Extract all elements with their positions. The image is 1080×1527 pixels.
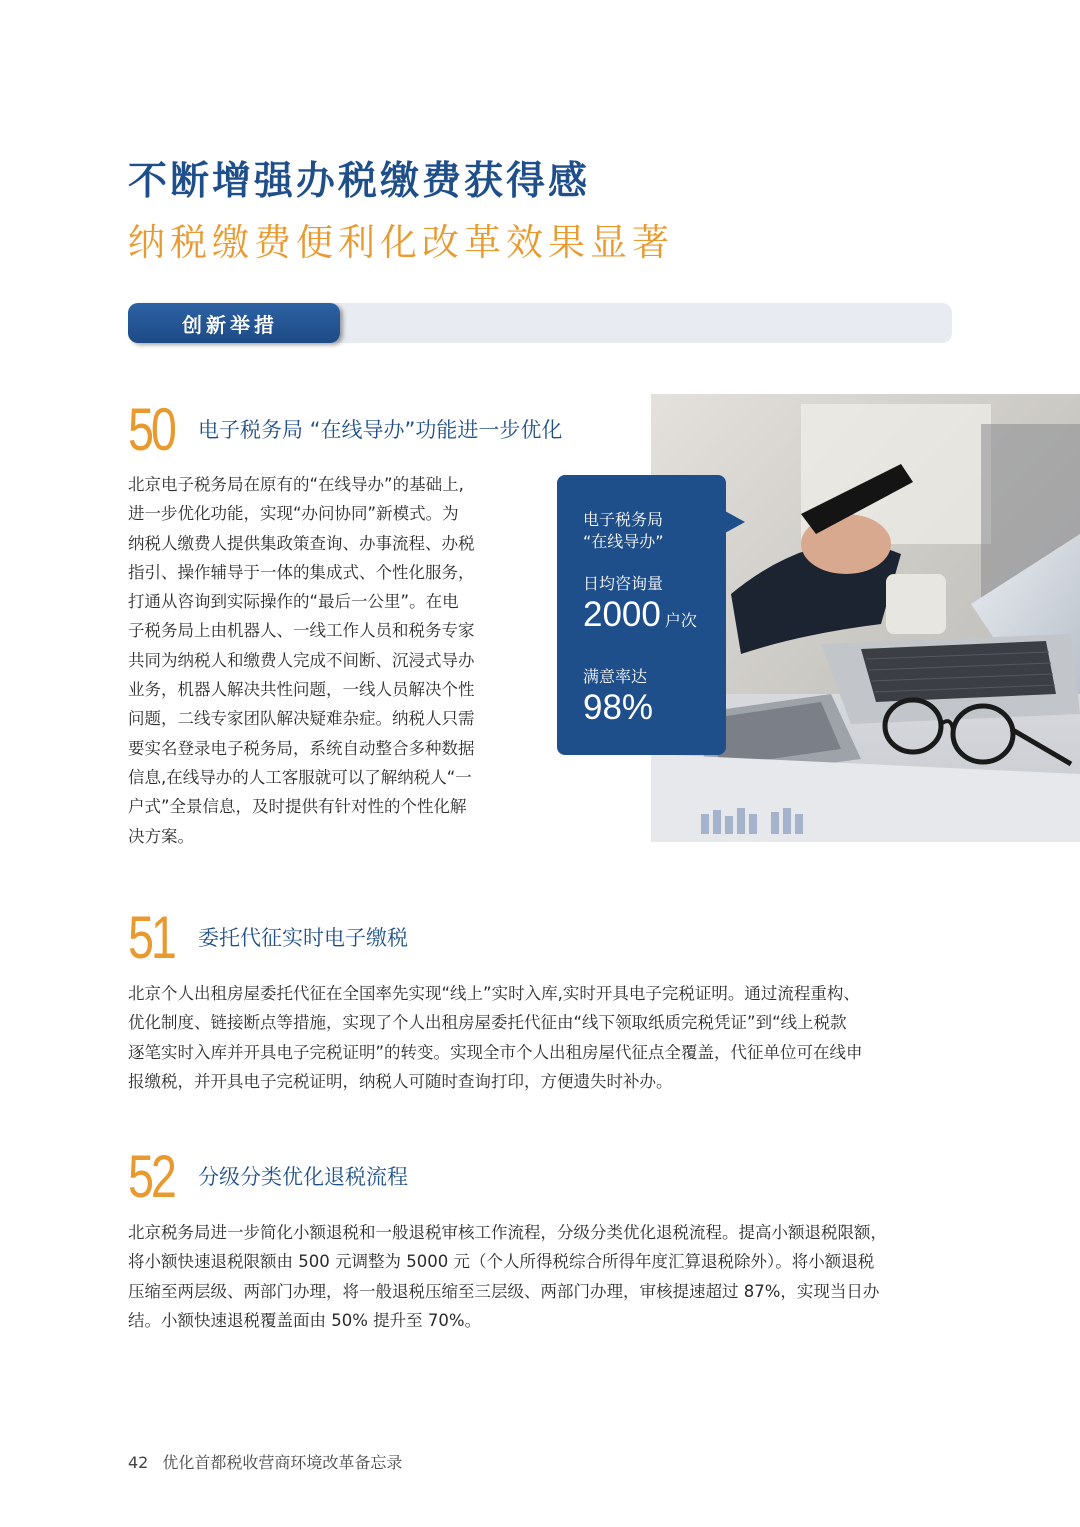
item-paragraph-51 [128,979,954,1096]
item-paragraph-50 [128,470,518,851]
card-pointer [725,511,745,533]
text-line: 户式”全景信息，及时提供有针对性的个性化解 [128,797,467,817]
section-label: 创新举措 [182,312,278,337]
text-line: 进一步优化功能，实现“办问协同”新模式。为 [128,504,459,524]
text-line: 优化制度、链接断点等措施，实现了个人出租房屋委托代征由“线下领取纸质完税凭证”到“线上税款 [128,1013,847,1033]
card-satisfaction-value: 98% [583,688,654,727]
text-line: 逐笔实时入库并开具电子完税证明”的转变。实现全市个人出租房屋代征点全覆盖，代征单位可在线申 [128,1042,863,1062]
page-title: 不断增强办税缴费获得感 [128,159,591,204]
text-line: 共同为纳税人和缴费人完成不间断、沉浸式导办 [128,650,475,670]
card-title-line1: 电子税务局 [583,510,664,529]
text-line: 将小额快速退税限额由 500 元调整为 5000 元（个人所得税综合所得年度汇算退税除外）。将小额退税 [128,1252,875,1272]
card-title-line2: “在线导办” [583,532,664,551]
item-number-51: 51 [128,904,174,971]
item-number-50: 50 [128,396,174,463]
item-paragraph-52 [128,1218,954,1335]
item-heading-51: 委托代征实时电子缴税 [198,926,408,950]
text-line: 北京电子税务局在原有的“在线导办”的基础上, [128,475,464,494]
text-line: 报缴税，并开具电子完税证明，纳税人可随时查询打印，方便遗失时补办。 [128,1071,673,1091]
text-line: 压缩至两层级、两部门办理，将一般退税压缩至三层级、两部门办理，审核提速超过 87%，实现当日办 [128,1281,880,1301]
footer-doc-title: 优化首都税收营商环境改革备忘录 [162,1453,403,1472]
card-daily-value: 2000 [583,595,661,634]
text-line: 北京个人出租房屋委托代征在全国率先实现“线上”实时入库,实时开具电子完税证明。通过流程重构、 [128,984,860,1003]
card-daily-label: 日均咨询量 [583,574,664,593]
text-line: 结。小额快速退税覆盖面由 50% 提升至 70%。 [128,1310,482,1330]
text-line: 北京税务局进一步简化小额退税和一般退税审核工作流程，分级分类优化退税流程。提高小额退税限额， [128,1223,887,1242]
stats-card [557,475,726,755]
card-satisfaction-label: 满意率达 [583,667,648,686]
text-line: 子税务局上由机器人、一线工作人员和税务专家 [128,621,475,641]
item-number-52: 52 [128,1143,174,1210]
text-line: 信息,在线导办的人工客服就可以了解纳税人“一 [128,767,472,787]
card-daily-unit: 户次 [664,613,697,630]
text-line: 决方案。 [128,826,194,846]
text-line: 纳税人缴费人提供集政策查询、办事流程、办税 [128,533,475,553]
text-line: 业务，机器人解决共性问题，一线人员解决个性 [128,680,475,700]
item-heading-52: 分级分类优化退税流程 [198,1165,408,1189]
page-number: 42 [128,1453,149,1472]
page-footer [128,1450,402,1473]
text-line: 问题，二线专家团队解决疑难杂症。纳税人只需 [128,709,475,729]
text-line: 要实名登录电子税务局，系统自动整合多种数据 [128,738,475,758]
text-line: 打通从咨询到实际操作的“最后一公里”。在电 [128,592,459,612]
text-line: 指引、操作辅导于一体的集成式、个性化服务， [128,562,475,582]
page-subtitle: 纳税缴费便利化改革效果显著 [128,221,674,264]
card-daily-value-row [583,595,726,642]
section-tag [128,303,340,343]
item-heading-50: 电子税务局 “在线导办”功能进一步优化 [198,418,563,442]
